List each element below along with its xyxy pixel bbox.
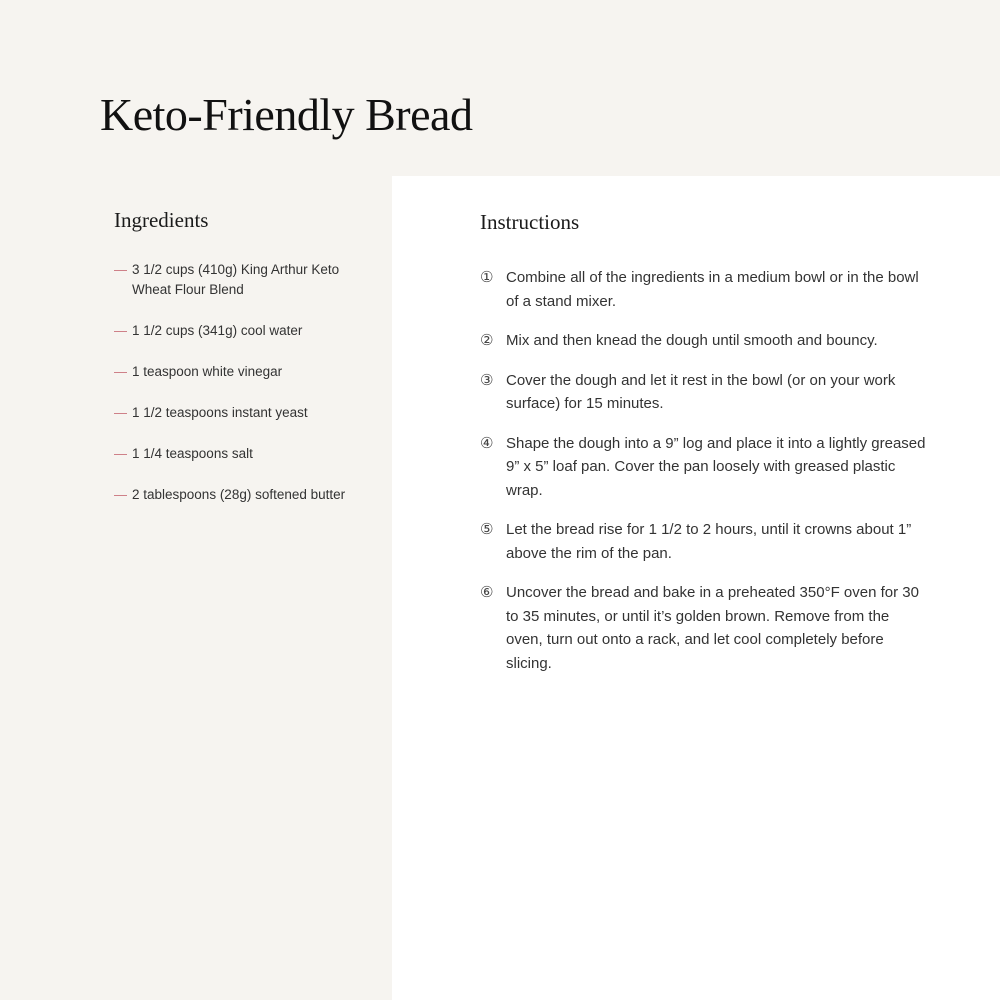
dash-bullet-icon: —	[114, 364, 127, 379]
step-number: ②	[480, 332, 494, 349]
step-text: Let the bread rise for 1 1/2 to 2 hours, until it crowns about 1” above the rim of the pan.	[506, 521, 912, 562]
instructions-heading: Instructions	[480, 210, 580, 234]
step-number: ④	[480, 434, 494, 452]
ingredients-list	[114, 260, 354, 526]
dash-bullet-icon: —	[114, 446, 127, 461]
instruction-step	[480, 266, 930, 313]
step-text: Cover the dough and let it rest in the bowl (or on your work surface) for 15 minutes.	[506, 371, 896, 412]
ingredient-text: 1 teaspoon white vinegar	[132, 364, 283, 379]
ingredient-text: 1 1/2 cups (341g) cool water	[132, 323, 303, 338]
ingredient-item	[114, 321, 354, 341]
dash-bullet-icon: —	[114, 323, 127, 338]
instruction-step	[480, 432, 930, 503]
instructions-list	[480, 266, 930, 691]
ingredient-item	[114, 362, 354, 382]
instruction-step	[480, 518, 930, 565]
instruction-step	[480, 581, 930, 675]
step-number: ⑤	[480, 521, 494, 538]
ingredient-text: 1 1/2 teaspoons instant yeast	[132, 405, 308, 420]
dash-bullet-icon: —	[114, 262, 127, 277]
step-number: ⑥	[480, 584, 494, 601]
instruction-step	[480, 329, 930, 353]
step-text: Combine all of the ingredients in a medium bowl or in the bowl of a stand mixer.	[506, 269, 919, 310]
step-number: ③	[480, 371, 494, 389]
dash-bullet-icon: —	[114, 405, 127, 420]
instructions-panel	[392, 176, 1000, 1000]
ingredients-heading: Ingredients	[114, 208, 209, 232]
step-number: ①	[480, 269, 494, 286]
ingredient-item	[114, 485, 354, 505]
ingredient-text: 3 1/2 cups (410g) King Arthur Keto Wheat Flour Blend	[132, 262, 340, 297]
ingredients-panel	[0, 176, 392, 1000]
ingredient-text: 1 1/4 teaspoons salt	[132, 446, 253, 461]
ingredient-item	[114, 444, 354, 464]
step-text: Uncover the bread and bake in a preheated 350°F oven for 30 to 35 minutes, or until it’s golden brown. Remove from the oven, turn out onto a rack, and let cool completely before slicing.	[506, 584, 919, 672]
ingredient-text: 2 tablespoons (28g) softened butter	[132, 487, 346, 502]
recipe-title: Keto-Friendly Bread	[100, 89, 473, 140]
instruction-step	[480, 369, 930, 416]
ingredient-item	[114, 403, 354, 423]
step-text: Shape the dough into a 9” log and place it into a lightly greased 9” x 5” loaf pan. Cover the pan loosely with greased plastic wrap.	[506, 434, 926, 499]
ingredient-item	[114, 260, 354, 300]
dash-bullet-icon: —	[114, 487, 127, 502]
step-text: Mix and then knead the dough until smooth and bouncy.	[506, 332, 878, 349]
